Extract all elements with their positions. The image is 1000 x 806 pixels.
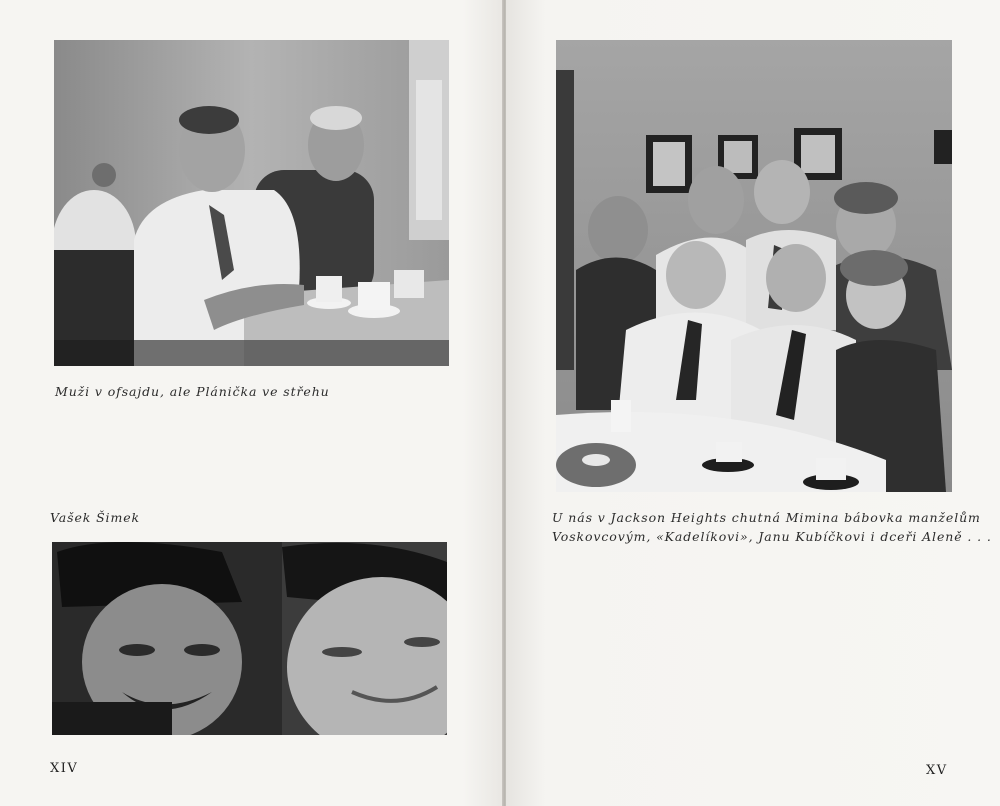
right-photo-caption-line1: U nás v Jackson Heights chutná Mimina bábovka manželům: [552, 510, 981, 525]
top-photo-caption: Muži v ofsajdu, ale Plánička ve střehu: [55, 384, 330, 399]
photo-group-at-table: [556, 40, 952, 492]
photo-two-men-hats: [52, 542, 447, 735]
bottom-photo-caption: Vašek Šimek: [50, 510, 140, 525]
photo-men-at-table: [54, 40, 449, 366]
right-page: [506, 0, 1000, 806]
page-number-left: XIV: [50, 761, 79, 776]
right-photo-caption-line2: Voskovcovým, «Kadelíkovi», Janu Kubíčkovi i dceři Aleně . . .: [552, 529, 992, 544]
page-number-right: XV: [926, 763, 948, 778]
